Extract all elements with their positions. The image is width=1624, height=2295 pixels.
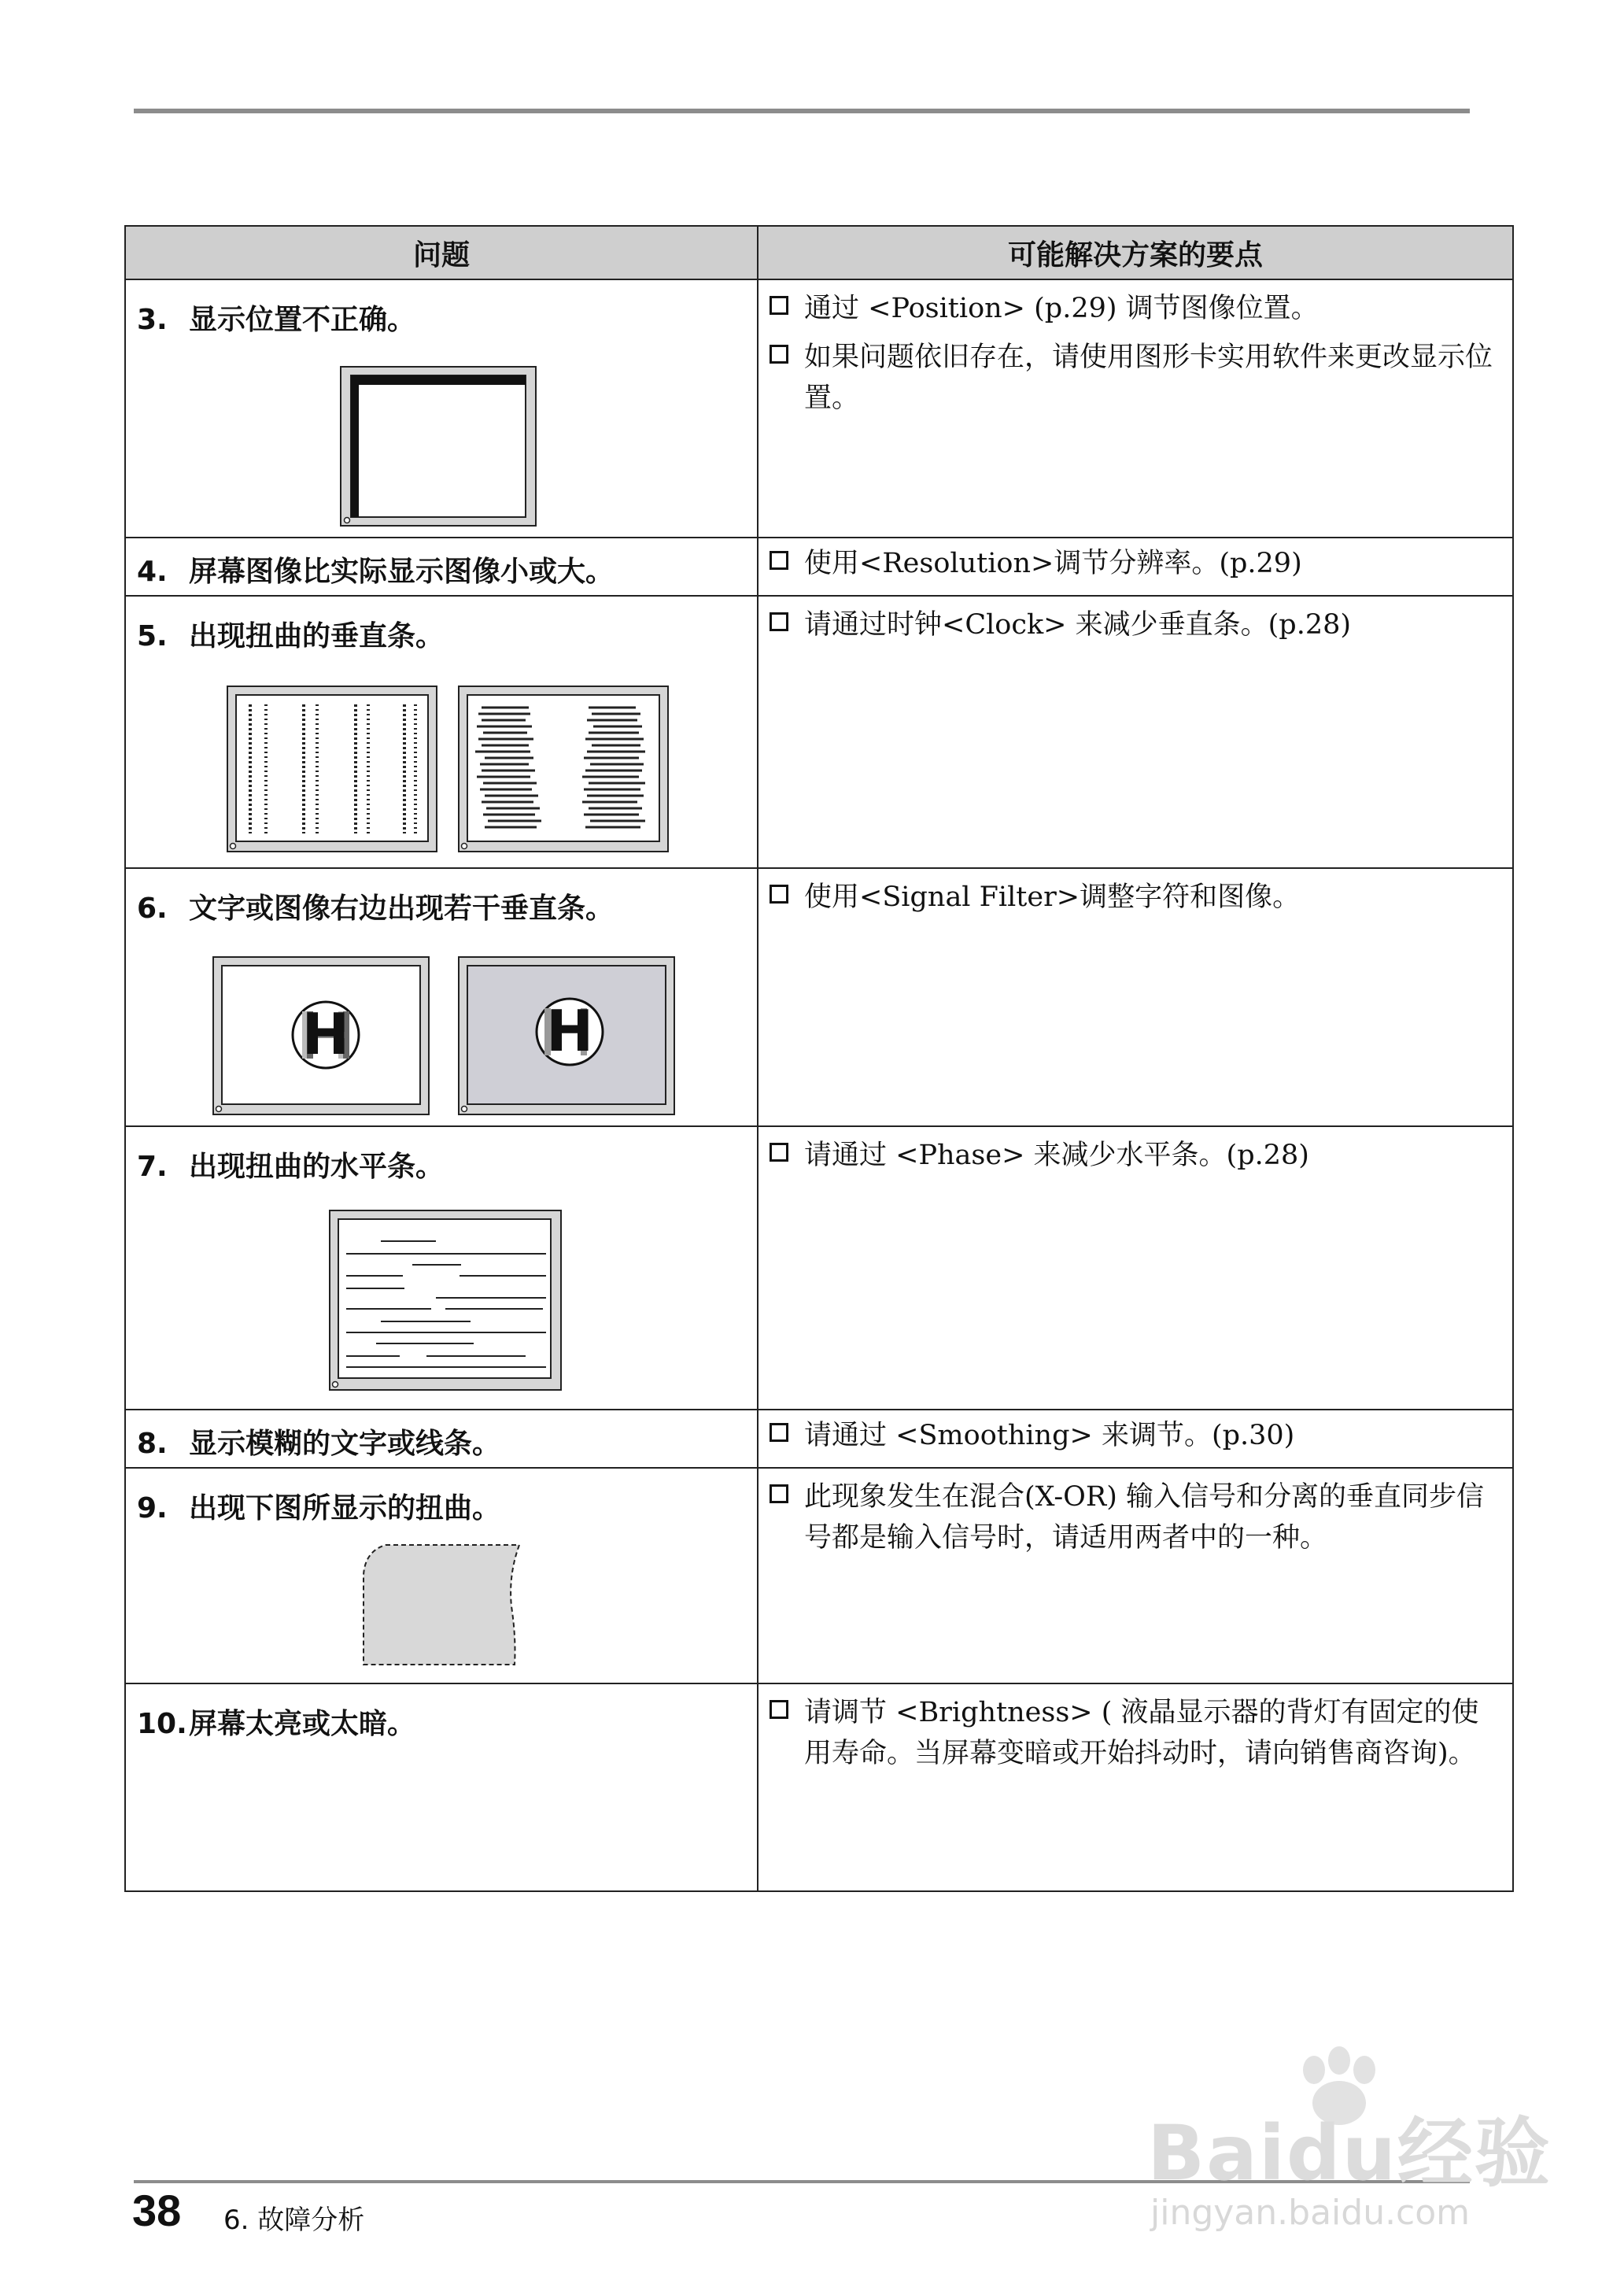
problem-title: 出现扭曲的垂直条。 bbox=[189, 620, 445, 652]
problem-number: 3. bbox=[137, 304, 168, 336]
problem-number: 9. bbox=[137, 1492, 168, 1524]
solution-item: 通过 <Position> (p.29) 调节图像位置。 bbox=[770, 288, 1503, 329]
checkbox-icon bbox=[770, 551, 788, 570]
solution-item: 如果问题依旧存在，请使用图形卡实用软件来更改显示位置。 bbox=[770, 337, 1503, 419]
table-row bbox=[125, 279, 1513, 538]
checkbox-icon bbox=[770, 1700, 788, 1719]
problem-cell bbox=[125, 596, 758, 868]
problem-number: 7. bbox=[137, 1151, 168, 1183]
checkbox-icon bbox=[770, 345, 788, 364]
problem-title: 出现下图所显示的扭曲。 bbox=[189, 1492, 501, 1524]
problem-number: 8. bbox=[137, 1428, 168, 1460]
problem-number: 10. bbox=[137, 1708, 187, 1740]
figure-horizontal-bars bbox=[329, 1210, 757, 1391]
figure-letter: H bbox=[301, 1001, 350, 1067]
problem-title: 文字或图像右边出现若干垂直条。 bbox=[189, 893, 615, 925]
table-row bbox=[125, 596, 1513, 868]
problem-title: 显示位置不正确。 bbox=[189, 304, 416, 336]
table-row bbox=[125, 538, 1513, 596]
table-row bbox=[125, 868, 1513, 1126]
checkbox-icon bbox=[770, 612, 788, 631]
table-row bbox=[125, 1683, 1513, 1891]
solution-cell bbox=[758, 538, 1513, 596]
checkbox-icon bbox=[770, 296, 788, 315]
page-number: 38 bbox=[132, 2186, 182, 2235]
checkbox-icon bbox=[770, 1484, 788, 1503]
solution-cell bbox=[758, 1126, 1513, 1410]
problem-cell bbox=[125, 538, 758, 596]
figure-letter: H bbox=[545, 998, 594, 1064]
figure-vertical-bars bbox=[227, 686, 757, 852]
problem-cell bbox=[125, 1126, 758, 1410]
table-header-row bbox=[125, 226, 1513, 279]
table-row bbox=[125, 1410, 1513, 1468]
checkbox-icon bbox=[770, 1143, 788, 1162]
solution-cell bbox=[758, 1683, 1513, 1891]
problem-cell bbox=[125, 868, 758, 1126]
checkbox-icon bbox=[770, 1423, 788, 1442]
table-row bbox=[125, 1126, 1513, 1410]
solution-cell bbox=[758, 596, 1513, 868]
watermark-url: jingyan.baidu.com bbox=[1150, 2193, 1471, 2233]
problem-title: 出现扭曲的水平条。 bbox=[189, 1151, 445, 1183]
solution-item: 请通过 <Phase> 来减少水平条。(p.28) bbox=[770, 1135, 1503, 1176]
watermark-brand: Baidu经验 bbox=[1147, 2109, 1552, 2197]
solution-cell bbox=[758, 868, 1513, 1126]
solution-cell bbox=[758, 279, 1513, 538]
section-title: 6. 故障分析 bbox=[223, 2204, 365, 2236]
solution-item: 请调节 <Brightness> ( 液晶显示器的背灯有固定的使用寿命。当屏幕变暗或开始抖动时，请向销售商咨询)。 bbox=[770, 1692, 1503, 1774]
solution-cell bbox=[758, 1410, 1513, 1468]
header-problem: 问题 bbox=[125, 226, 758, 279]
checkbox-icon bbox=[770, 885, 788, 904]
figure-distortion bbox=[362, 1543, 757, 1669]
problem-cell bbox=[125, 1683, 758, 1891]
problem-cell bbox=[125, 279, 758, 538]
solution-item: 使用<Resolution>调节分辨率。(p.29) bbox=[770, 543, 1503, 584]
problem-cell bbox=[125, 1468, 758, 1683]
solution-item: 请通过时钟<Clock> 来减少垂直条。(p.28) bbox=[770, 604, 1503, 645]
troubleshooting-table bbox=[124, 225, 1514, 1892]
problem-number: 4. bbox=[137, 556, 168, 588]
figure-signal-filter bbox=[212, 956, 757, 1115]
problem-number: 6. bbox=[137, 893, 168, 925]
solution-item: 使用<Signal Filter>调整字符和图像。 bbox=[770, 877, 1503, 918]
problem-cell bbox=[125, 1410, 758, 1468]
header-solution: 可能解决方案的要点 bbox=[758, 226, 1513, 279]
solution-item: 请通过 <Smoothing> 来调节。(p.30) bbox=[770, 1415, 1503, 1456]
problem-title: 屏幕图像比实际显示图像小或大。 bbox=[189, 556, 615, 588]
problem-title: 屏幕太亮或太暗。 bbox=[189, 1708, 416, 1740]
solution-cell bbox=[758, 1468, 1513, 1683]
problem-number: 5. bbox=[137, 620, 168, 652]
table-row bbox=[125, 1468, 1513, 1683]
top-rule bbox=[134, 109, 1470, 113]
problem-title: 显示模糊的文字或线条。 bbox=[189, 1428, 501, 1460]
figure-position-monitor bbox=[340, 366, 757, 527]
solution-item: 此现象发生在混合(X-OR) 输入信号和分离的垂直同步信号都是输入信号时，请适用两者中的一种。 bbox=[770, 1476, 1503, 1558]
